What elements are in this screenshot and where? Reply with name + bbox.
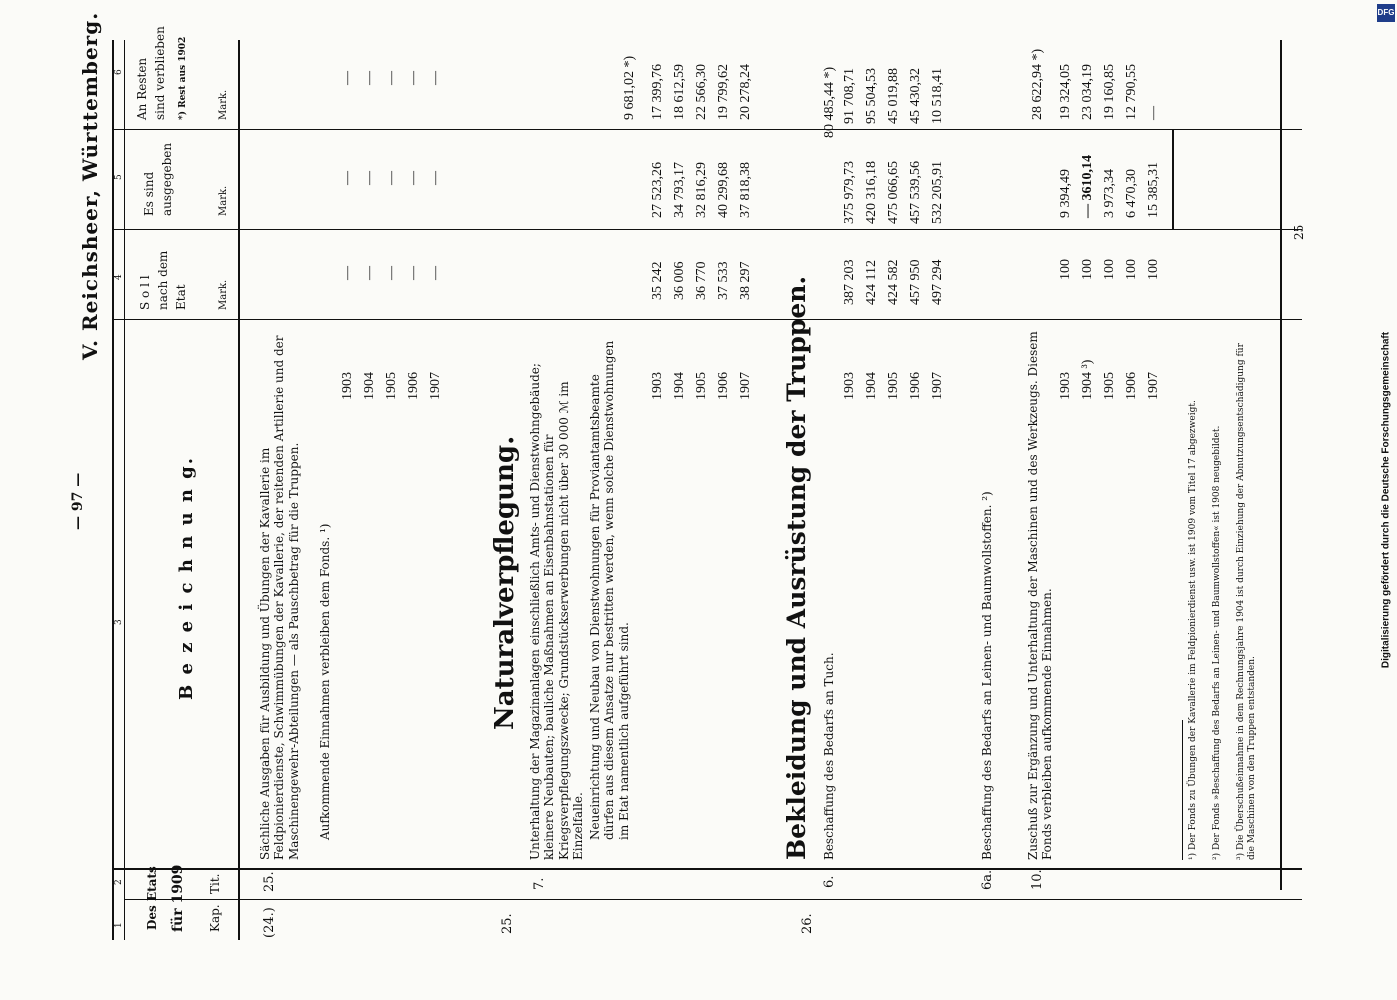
col-rule-3 <box>112 319 1302 320</box>
entry1-rest: — <box>406 71 421 85</box>
entry2-rest: 22 566,30 <box>694 64 709 120</box>
entry5-ausgegeben: 3 973,34 <box>1102 169 1117 218</box>
entry1-year: 1904 <box>362 372 377 400</box>
entry3-soll: 457 950 <box>908 259 923 305</box>
entry2-rest-1902: 9 681,02 *) <box>622 55 637 120</box>
entry1-ausgegeben: — <box>428 171 443 185</box>
entry5-soll: 100 <box>1124 259 1139 280</box>
header-rule-bottom <box>238 40 240 940</box>
entry3-ausgegeben: 375 979,73 <box>842 161 857 224</box>
col5-unit: Mark. <box>218 185 229 216</box>
entry3-text: Beschaffung des Bedarfs an Tuch. <box>822 652 836 860</box>
entry3-year: 1907 <box>930 372 945 400</box>
entry5-year: 1905 <box>1102 372 1117 400</box>
entry3-ausgegeben: 532 205,91 <box>930 161 945 224</box>
entry2-subtext: Neueinrichtung und Neubau von Dienstwohnungen für Proviantamtsbeamte dürfen aus diesem Ansatze nur bestritten werden, wenn solche Dienstwohnungen im Etat namentlich aufgeführt sind. <box>588 340 631 840</box>
entry2-ausgegeben: 32 816,29 <box>694 162 709 218</box>
col6-label-1: An Resten <box>135 57 149 120</box>
entry5-year: 1903 <box>1058 372 1073 400</box>
entry1-ausgegeben: — <box>362 171 377 185</box>
entry3-tit: 6. <box>822 875 837 888</box>
entry1-kap: (24.) <box>262 907 277 938</box>
entry5-ausgegeben: — 3610,14 <box>1080 155 1095 218</box>
entry2-ausgegeben: 34 793,17 <box>672 162 687 218</box>
col-rule-5 <box>112 129 1302 130</box>
entry3-ausgegeben: 475 066,65 <box>886 161 901 224</box>
col5-label-1: Es sind <box>142 171 156 216</box>
entry4-text: Beschaffung des Bedarfs an Leinen- und Baumwollstoffen. ²) <box>980 491 994 860</box>
entry2-year: 1905 <box>694 372 709 400</box>
entry1-soll: — <box>384 266 399 280</box>
entry5-rest: 19 324,05 <box>1058 64 1073 120</box>
colnum-4: 4 <box>114 274 124 280</box>
entry2-year: 1907 <box>738 372 753 400</box>
section-bekleidung: Bekleidung und Ausrüstung der Truppen. <box>782 275 811 860</box>
entry5-rest: — <box>1146 106 1161 120</box>
footnote-rule <box>1182 720 1183 860</box>
entry3-rest: 91 708,71 <box>842 68 857 124</box>
entry1-ausgegeben: — <box>406 171 421 185</box>
entry2-kap: 25. <box>500 913 515 934</box>
col4-unit: Mark. <box>218 279 229 310</box>
entry2-soll: 38 297 <box>738 261 753 300</box>
entry2-rest: 20 278,24 <box>738 64 753 120</box>
entry2-year: 1903 <box>650 372 665 400</box>
entry2-soll: 36 006 <box>672 261 687 300</box>
entry3-ausgegeben: 420 316,18 <box>864 161 879 224</box>
entry5-soll: 100 <box>1146 259 1161 280</box>
entry5-ausgegeben: 6 470,30 <box>1124 169 1139 218</box>
header-rule-num <box>124 40 125 940</box>
dfg-credit: Digitalisierung gefördert durch die Deutsche Forschungsgemeinschaft <box>1380 331 1392 669</box>
entry5-year: 1904 ³) <box>1080 359 1095 400</box>
entry1-rest: — <box>384 71 399 85</box>
entry3-year: 1904 <box>864 372 879 400</box>
dfg-sidebar <box>1375 0 1397 1000</box>
entry5-ausgegeben: 9 394,49 <box>1058 169 1073 218</box>
entry3-rest-1902: 80 485,44 *) <box>822 66 837 138</box>
entry5-sum-rule <box>1172 130 1174 230</box>
col-rule-1 <box>124 899 1302 900</box>
entry5-year: 1906 <box>1124 372 1139 400</box>
colnum-5: 5 <box>114 174 124 180</box>
entry5-tit: 10. <box>1030 869 1045 890</box>
col-rule-4 <box>112 229 1302 230</box>
col4-label-2: nach dem <box>156 250 170 310</box>
entry1-soll: — <box>406 266 421 280</box>
col-rule-2 <box>112 868 1302 870</box>
entry1-ausgegeben: — <box>340 171 355 185</box>
entry1-rest: — <box>340 71 355 85</box>
colnum-2: 2 <box>114 879 124 885</box>
entry3-rest: 95 504,53 <box>864 68 879 124</box>
entry1-year: 1906 <box>406 372 421 400</box>
entry2-rest: 17 399,76 <box>650 64 665 120</box>
entry1-tit: 25. <box>262 871 277 892</box>
colnum-3: 3 <box>114 619 124 625</box>
page-marker: — 97 — <box>70 472 86 530</box>
col3-label: B e z e i c h n u n g. <box>176 455 197 700</box>
entry1-soll: — <box>340 266 355 280</box>
page-number: 25 <box>1292 224 1306 240</box>
entry1-soll: — <box>428 266 443 280</box>
section-title: V. Reichsheer, Württemberg. <box>78 11 102 360</box>
entry2-ausgegeben: 40 299,68 <box>716 162 731 218</box>
entry2-year: 1906 <box>716 372 731 400</box>
col5-label-2: ausgegeben <box>160 142 174 216</box>
entry5-text: Zuschuß zur Ergänzung und Unterhaltung der Maschinen und des Werkzeugs. Diesem Fonds verbleiben aufkommende Einnahmen. <box>1026 331 1055 860</box>
entry3-kap: 26. <box>800 913 815 934</box>
col4-label-3: Etat <box>174 284 188 310</box>
col1-label: Kap. <box>208 904 222 932</box>
entry3-year: 1905 <box>886 372 901 400</box>
colnum-1: 1 <box>114 922 124 928</box>
bottom-rule <box>1280 40 1282 890</box>
col12-title-a: Des Etats <box>145 866 159 930</box>
section-naturalverpflegung: Naturalverpflegung. <box>490 435 520 730</box>
footnote-2: ²) Der Fonds »Beschaffung des Bedarfs an Leinen- und Baumwollstoffen« ist 1908 neugebildet. <box>1212 425 1222 860</box>
entry1-rest: — <box>362 71 377 85</box>
entry3-rest: 10 518,41 <box>930 68 945 124</box>
entry1-year: 1905 <box>384 372 399 400</box>
entry1-text: Sächliche Ausgaben für Ausbildung und Übungen der Kavallerie im Feldpionierdienste, Schwimmübungen der Kavallerie, der reitenden Artillerie und der Maschinengewehr-Abteilungen — als Pauschbetrag für die Truppen. <box>258 335 301 860</box>
col12-title-b: für 1909 <box>170 864 186 932</box>
entry4-tit: 6a. <box>980 869 995 890</box>
entry5-rest: 19 160,85 <box>1102 64 1117 120</box>
entry2-rest: 19 799,62 <box>716 64 731 120</box>
entry3-ausgegeben: 457 539,56 <box>908 161 923 224</box>
entry5-soll: 100 <box>1080 259 1095 280</box>
entry1-subtext: Aufkommende Einnahmen verbleiben dem Fonds. ¹) <box>318 523 332 840</box>
entry5-year: 1907 <box>1146 372 1161 400</box>
col6-note: *) Rest aus 1902 <box>178 36 188 120</box>
col6-unit: Mark. <box>218 89 229 120</box>
entry3-year: 1903 <box>842 372 857 400</box>
entry2-ausgegeben: 27 523,26 <box>650 162 665 218</box>
col4-label-1: S o l l <box>138 275 152 310</box>
entry1-rest: — <box>428 71 443 85</box>
entry3-rest: 45 430,32 <box>908 68 923 124</box>
entry2-soll: 36 770 <box>694 261 709 300</box>
entry5-rest-1902: 28 622,94 *) <box>1030 48 1045 120</box>
entry3-soll: 424 112 <box>864 260 879 305</box>
entry3-soll: 497 294 <box>930 259 945 305</box>
col2-label: Tit. <box>208 873 222 894</box>
dfg-logo: DFG <box>1377 4 1395 22</box>
colnum-6: 6 <box>114 69 124 75</box>
entry2-soll: 35 242 <box>650 261 665 300</box>
entry2-rest: 18 612,59 <box>672 64 687 120</box>
entry3-rest: 45 019,88 <box>886 68 901 124</box>
entry2-soll: 37 533 <box>716 261 731 300</box>
entry5-rest: 23 034,19 <box>1080 64 1095 120</box>
entry2-text: Unterhaltung der Magazinanlagen einschließlich Amts- und Dienstwohngebäude; kleinere Neubauten; bauliche Maßnahmen an Eisenbahnstationen für Kriegsverpflegungszwecke; Grundstückserwerbungen nicht über 30 000 ℳ im Einzelfalle. <box>528 363 586 860</box>
entry1-year: 1903 <box>340 372 355 400</box>
entry1-year: 1907 <box>428 372 443 400</box>
entry2-tit: 7. <box>532 877 547 890</box>
entry5-rest: 12 790,55 <box>1124 64 1139 120</box>
entry3-soll: 387 203 <box>842 259 857 305</box>
footnote-1: ¹) Der Fonds zu Übungen der Kavallerie im Feldpionierdienst usw. ist 1909 vom Titel 17 abgezweigt. <box>1188 400 1198 860</box>
entry2-year: 1904 <box>672 372 687 400</box>
entry5-soll: 100 <box>1058 259 1073 280</box>
entry1-soll: — <box>362 266 377 280</box>
entry3-soll: 424 582 <box>886 259 901 305</box>
entry2-ausgegeben: 37 818,38 <box>738 162 753 218</box>
entry5-soll: 100 <box>1102 259 1117 280</box>
entry5-ausgegeben: 15 385,31 <box>1146 162 1161 218</box>
entry3-year: 1906 <box>908 372 923 400</box>
footnote-3: ³) Die Überschußeinnahme in dem Rechnungsjahre 1904 ist durch Einziehung der Abnutzungsentschädigung für die Maschinen von den Truppen entstanden. <box>1236 343 1257 860</box>
entry1-ausgegeben: — <box>384 171 399 185</box>
col6-label-2: sind verblieben <box>153 26 167 120</box>
